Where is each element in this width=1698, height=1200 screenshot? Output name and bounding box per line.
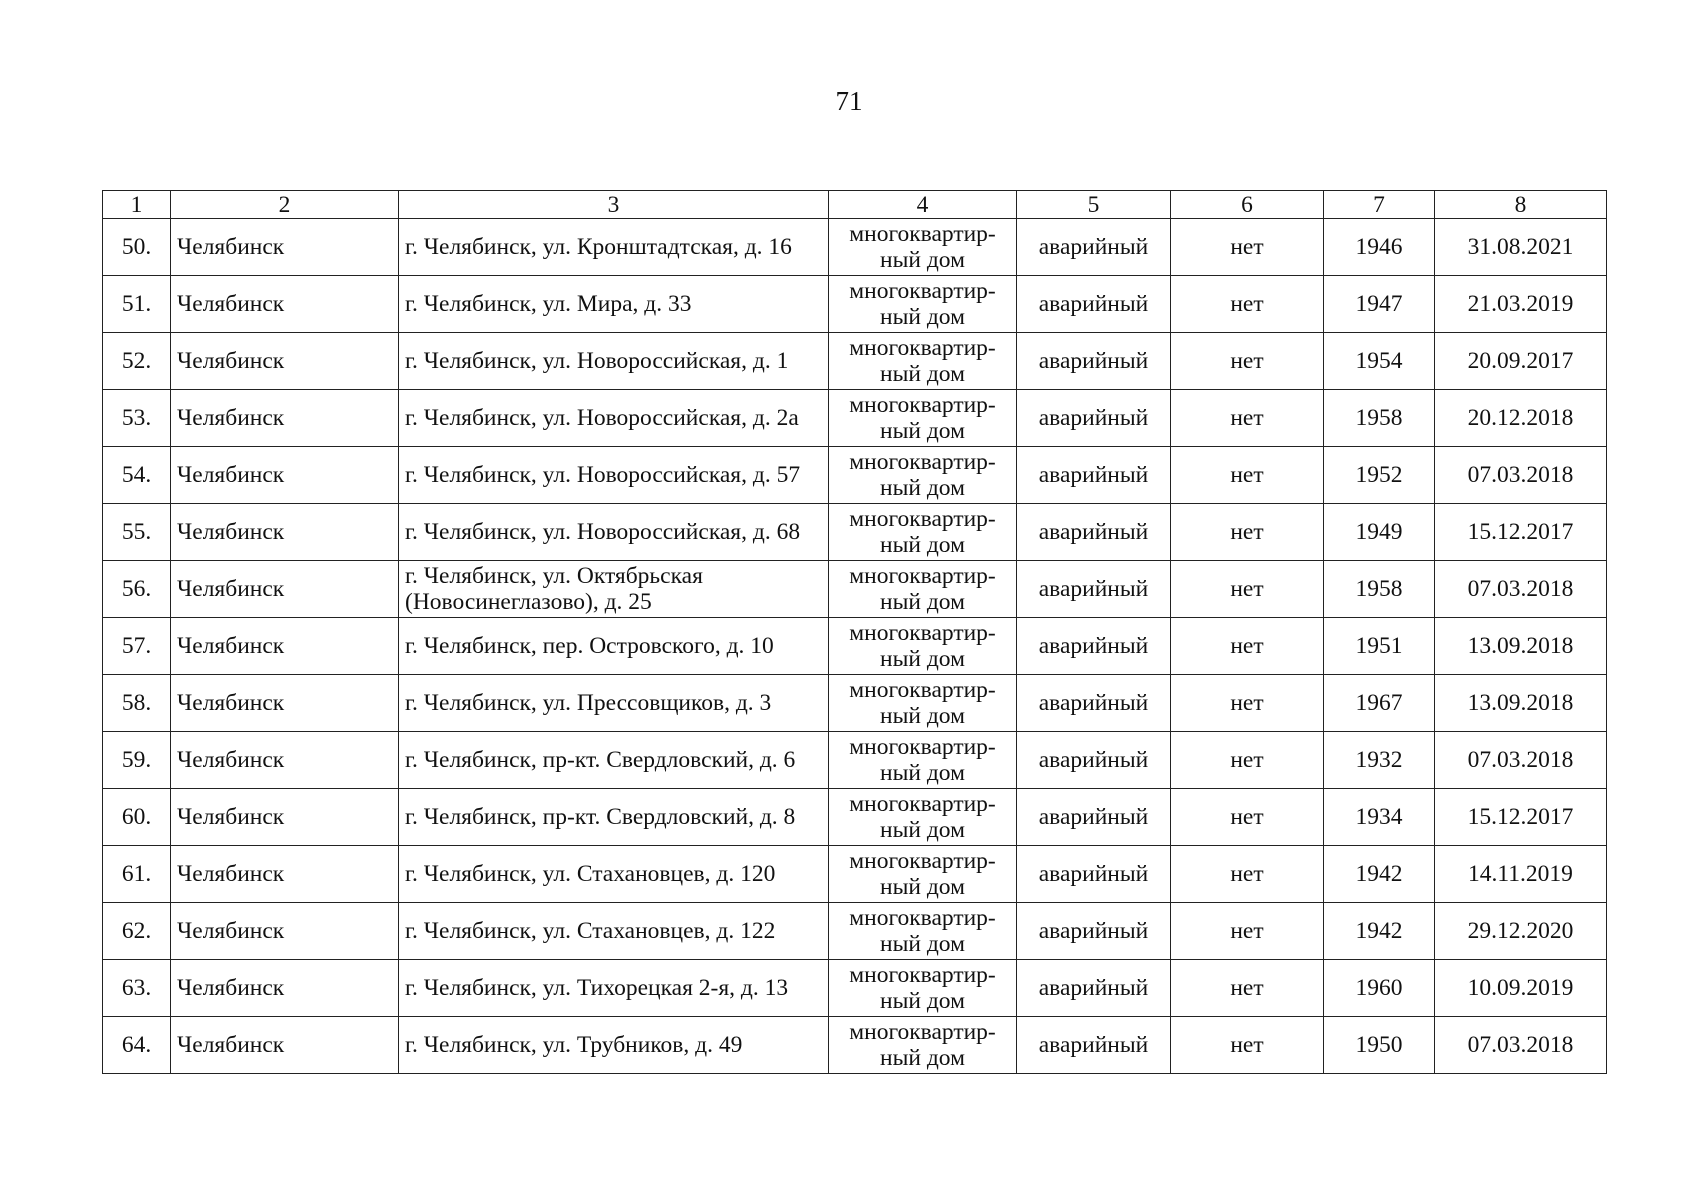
row-number: 51.	[103, 276, 171, 333]
row-address: г. Челябинск, ул. Новороссийская, д. 68	[399, 504, 829, 561]
row-year: 1932	[1324, 732, 1435, 789]
row-year: 1949	[1324, 504, 1435, 561]
row-number: 54.	[103, 447, 171, 504]
building-type-line-1: многоквартир-	[849, 278, 996, 304]
row-building-type	[829, 732, 1017, 789]
row-number: 60.	[103, 789, 171, 846]
row-address: г. Челябинск, ул. Прессовщиков, д. 3	[399, 675, 829, 732]
row-number: 57.	[103, 618, 171, 675]
table-row	[103, 504, 1607, 561]
row-date: 15.12.2017	[1435, 504, 1607, 561]
row-number: 55.	[103, 504, 171, 561]
row-building-type	[829, 333, 1017, 390]
row-address: г. Челябинск, ул. Стахановцев, д. 122	[399, 903, 829, 960]
building-type-line-1: многоквартир-	[849, 506, 996, 532]
row-flag: нет	[1171, 789, 1324, 846]
row-date: 07.03.2018	[1435, 447, 1607, 504]
row-year: 1952	[1324, 447, 1435, 504]
row-flag: нет	[1171, 333, 1324, 390]
row-flag: нет	[1171, 1017, 1324, 1074]
row-building-type	[829, 447, 1017, 504]
building-type-line-2: ный дом	[880, 361, 965, 387]
table-row	[103, 333, 1607, 390]
building-type-line-1: многоквартир-	[849, 392, 996, 418]
row-flag: нет	[1171, 846, 1324, 903]
row-building-type	[829, 504, 1017, 561]
row-address: г. Челябинск, пр-кт. Свердловский, д. 8	[399, 789, 829, 846]
row-condition: аварийный	[1017, 618, 1171, 675]
row-condition: аварийный	[1017, 960, 1171, 1017]
row-flag: нет	[1171, 618, 1324, 675]
row-condition: аварийный	[1017, 333, 1171, 390]
building-type-line-1: многоквартир-	[849, 1019, 996, 1045]
row-building-type	[829, 675, 1017, 732]
row-date: 20.09.2017	[1435, 333, 1607, 390]
table-row	[103, 903, 1607, 960]
building-type-line-1: многоквартир-	[849, 449, 996, 475]
building-type-line-1: многоквартир-	[849, 677, 996, 703]
row-city: Челябинск	[171, 561, 399, 618]
header-col-1: 1	[103, 191, 171, 219]
row-year: 1934	[1324, 789, 1435, 846]
row-year: 1947	[1324, 276, 1435, 333]
row-city: Челябинск	[171, 732, 399, 789]
page-number: 71	[835, 86, 863, 116]
table-row	[103, 618, 1607, 675]
row-number: 56.	[103, 561, 171, 618]
row-year: 1942	[1324, 846, 1435, 903]
row-year: 1954	[1324, 333, 1435, 390]
row-year: 1946	[1324, 219, 1435, 276]
building-type-line-1: многоквартир-	[849, 335, 996, 361]
row-date: 10.09.2019	[1435, 960, 1607, 1017]
row-address: г. Челябинск, пер. Островского, д. 10	[399, 618, 829, 675]
building-type-line-2: ный дом	[880, 532, 965, 558]
building-type-line-2: ный дом	[880, 1045, 965, 1071]
row-building-type	[829, 618, 1017, 675]
row-address: г. Челябинск, ул. Новороссийская, д. 57	[399, 447, 829, 504]
table-row	[103, 1017, 1607, 1074]
row-flag: нет	[1171, 675, 1324, 732]
building-type-line-1: многоквартир-	[849, 791, 996, 817]
header-col-6: 6	[1171, 191, 1324, 219]
table-row	[103, 276, 1607, 333]
row-year: 1951	[1324, 618, 1435, 675]
row-condition: аварийный	[1017, 675, 1171, 732]
row-address: г. Челябинск, ул. Октябрьская (Новосинеглазово), д. 25	[399, 561, 829, 618]
row-number: 61.	[103, 846, 171, 903]
row-condition: аварийный	[1017, 447, 1171, 504]
row-year: 1958	[1324, 561, 1435, 618]
building-type-line-2: ный дом	[880, 988, 965, 1014]
row-city: Челябинск	[171, 675, 399, 732]
row-flag: нет	[1171, 732, 1324, 789]
building-type-line-2: ный дом	[880, 931, 965, 957]
building-type-line-2: ный дом	[880, 247, 965, 273]
row-date: 15.12.2017	[1435, 789, 1607, 846]
row-condition: аварийный	[1017, 732, 1171, 789]
row-number: 58.	[103, 675, 171, 732]
row-city: Челябинск	[171, 333, 399, 390]
row-condition: аварийный	[1017, 846, 1171, 903]
row-address: г. Челябинск, ул. Трубников, д. 49	[399, 1017, 829, 1074]
row-condition: аварийный	[1017, 276, 1171, 333]
building-type-line-1: многоквартир-	[849, 734, 996, 760]
row-building-type	[829, 846, 1017, 903]
table-row	[103, 846, 1607, 903]
table-row	[103, 675, 1607, 732]
row-year: 1958	[1324, 390, 1435, 447]
row-year: 1960	[1324, 960, 1435, 1017]
row-address: г. Челябинск, ул. Тихорецкая 2-я, д. 13	[399, 960, 829, 1017]
building-type-line-2: ный дом	[880, 304, 965, 330]
row-number: 59.	[103, 732, 171, 789]
header-col-5: 5	[1017, 191, 1171, 219]
row-number: 64.	[103, 1017, 171, 1074]
header-col-4: 4	[829, 191, 1017, 219]
building-type-line-2: ный дом	[880, 418, 965, 444]
row-date: 13.09.2018	[1435, 675, 1607, 732]
row-building-type	[829, 276, 1017, 333]
row-city: Челябинск	[171, 960, 399, 1017]
header-col-3: 3	[399, 191, 829, 219]
row-city: Челябинск	[171, 903, 399, 960]
building-type-line-2: ный дом	[880, 475, 965, 501]
building-type-line-2: ный дом	[880, 703, 965, 729]
row-city: Челябинск	[171, 504, 399, 561]
row-building-type	[829, 219, 1017, 276]
table-row	[103, 732, 1607, 789]
row-building-type	[829, 390, 1017, 447]
row-condition: аварийный	[1017, 504, 1171, 561]
row-flag: нет	[1171, 903, 1324, 960]
header-col-8: 8	[1435, 191, 1607, 219]
row-building-type	[829, 903, 1017, 960]
row-address: г. Челябинск, ул. Новороссийская, д. 1	[399, 333, 829, 390]
housing-registry-table	[102, 190, 1607, 1074]
row-address: г. Челябинск, пр-кт. Свердловский, д. 6	[399, 732, 829, 789]
row-number: 52.	[103, 333, 171, 390]
row-number: 62.	[103, 903, 171, 960]
row-flag: нет	[1171, 561, 1324, 618]
row-building-type	[829, 960, 1017, 1017]
row-city: Челябинск	[171, 846, 399, 903]
row-condition: аварийный	[1017, 903, 1171, 960]
building-type-line-2: ный дом	[880, 874, 965, 900]
table-row	[103, 447, 1607, 504]
row-building-type	[829, 1017, 1017, 1074]
row-number: 50.	[103, 219, 171, 276]
building-type-line-1: многоквартир-	[849, 563, 996, 589]
table-row	[103, 960, 1607, 1017]
row-date: 07.03.2018	[1435, 732, 1607, 789]
row-city: Челябинск	[171, 1017, 399, 1074]
row-address: г. Челябинск, ул. Новороссийская, д. 2а	[399, 390, 829, 447]
building-type-line-2: ный дом	[880, 760, 965, 786]
row-condition: аварийный	[1017, 561, 1171, 618]
row-city: Челябинск	[171, 390, 399, 447]
building-type-line-1: многоквартир-	[849, 221, 996, 247]
row-flag: нет	[1171, 960, 1324, 1017]
row-building-type	[829, 561, 1017, 618]
row-flag: нет	[1171, 276, 1324, 333]
building-type-line-2: ный дом	[880, 817, 965, 843]
row-condition: аварийный	[1017, 390, 1171, 447]
row-city: Челябинск	[171, 618, 399, 675]
row-date: 21.03.2019	[1435, 276, 1607, 333]
row-flag: нет	[1171, 390, 1324, 447]
building-type-line-1: многоквартир-	[849, 905, 996, 931]
row-number: 53.	[103, 390, 171, 447]
row-flag: нет	[1171, 219, 1324, 276]
row-date: 29.12.2020	[1435, 903, 1607, 960]
header-col-2: 2	[171, 191, 399, 219]
building-type-line-1: многоквартир-	[849, 962, 996, 988]
row-date: 07.03.2018	[1435, 561, 1607, 618]
row-building-type	[829, 789, 1017, 846]
row-date: 14.11.2019	[1435, 846, 1607, 903]
row-date: 31.08.2021	[1435, 219, 1607, 276]
table-row	[103, 789, 1607, 846]
row-condition: аварийный	[1017, 219, 1171, 276]
row-address: г. Челябинск, ул. Кронштадтская, д. 16	[399, 219, 829, 276]
table-row	[103, 219, 1607, 276]
row-city: Челябинск	[171, 276, 399, 333]
header-row	[103, 191, 1607, 219]
row-date: 13.09.2018	[1435, 618, 1607, 675]
row-flag: нет	[1171, 504, 1324, 561]
table-row	[103, 390, 1607, 447]
table-row	[103, 561, 1607, 618]
table-body	[103, 219, 1607, 1074]
row-year: 1967	[1324, 675, 1435, 732]
row-date: 20.12.2018	[1435, 390, 1607, 447]
row-condition: аварийный	[1017, 1017, 1171, 1074]
building-type-line-1: многоквартир-	[849, 620, 996, 646]
row-flag: нет	[1171, 447, 1324, 504]
building-type-line-1: многоквартир-	[849, 848, 996, 874]
row-number: 63.	[103, 960, 171, 1017]
header-col-7: 7	[1324, 191, 1435, 219]
row-city: Челябинск	[171, 219, 399, 276]
row-date: 07.03.2018	[1435, 1017, 1607, 1074]
row-address: г. Челябинск, ул. Стахановцев, д. 120	[399, 846, 829, 903]
row-year: 1950	[1324, 1017, 1435, 1074]
row-city: Челябинск	[171, 789, 399, 846]
row-address: г. Челябинск, ул. Мира, д. 33	[399, 276, 829, 333]
table-header	[103, 191, 1607, 219]
row-city: Челябинск	[171, 447, 399, 504]
row-condition: аварийный	[1017, 789, 1171, 846]
building-type-line-2: ный дом	[880, 589, 965, 615]
row-year: 1942	[1324, 903, 1435, 960]
building-type-line-2: ный дом	[880, 646, 965, 672]
